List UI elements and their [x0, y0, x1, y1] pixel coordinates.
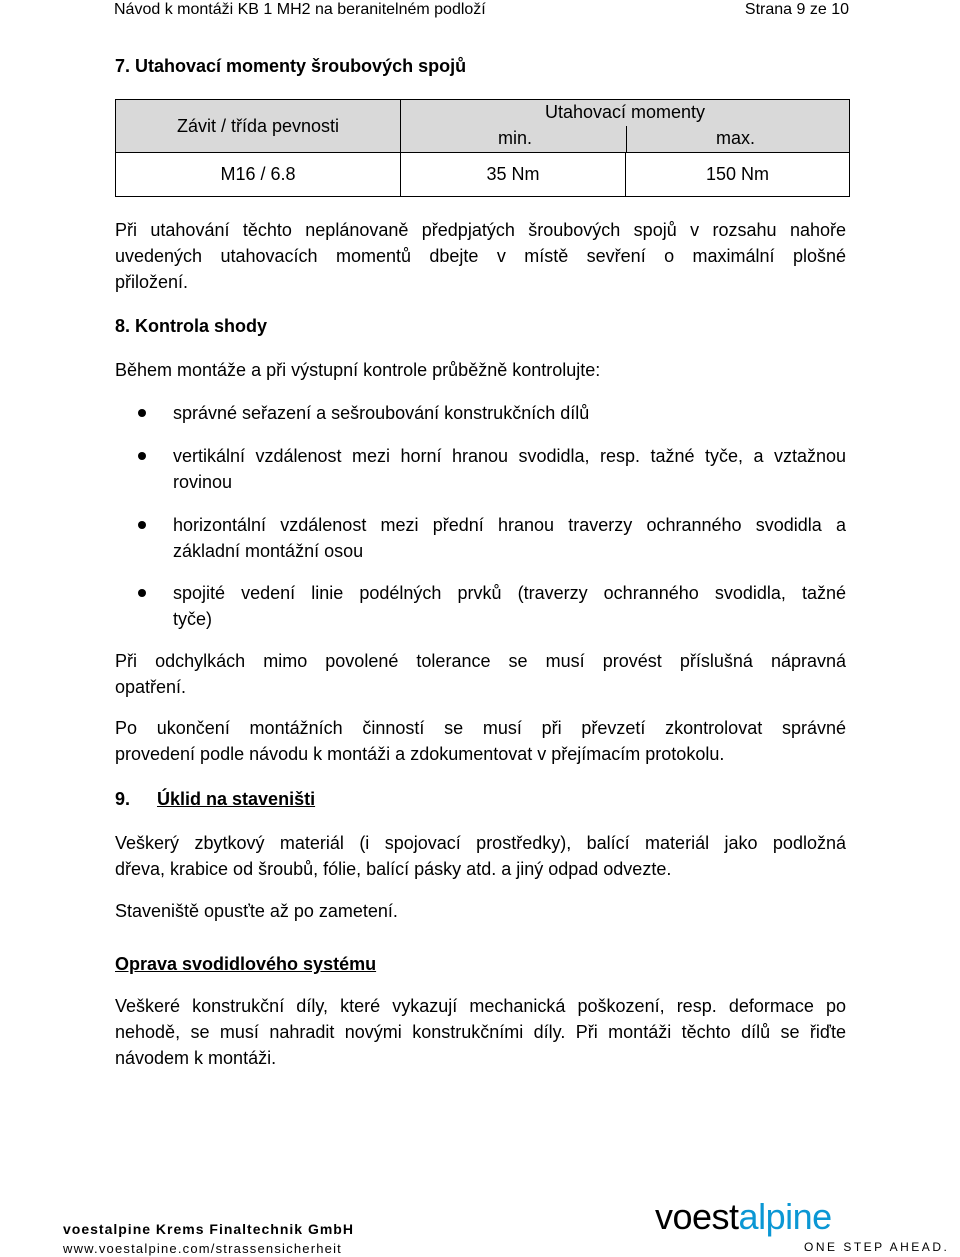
list-item	[173, 580, 846, 632]
table-header-thread	[115, 99, 401, 153]
paragraph-line: Veškerý zbytkový materiál (i spojovací prostředky), balící materiál jako podložná	[115, 833, 846, 853]
logo-voest: voest	[655, 1196, 739, 1237]
section-7-paragraph	[115, 217, 846, 295]
paragraph-line: Při odchylkách mimo povolené tolerance se musí provést příslušná nápravná	[115, 651, 846, 671]
paragraph-line: uvedených utahovacích momentů dbejte v místě sevření o maximální plošné	[115, 246, 846, 266]
paragraph-line: Veškeré konstrukční díly, které vykazují mechanická poškození, resp. deformace po	[115, 996, 846, 1016]
bullet-icon	[138, 409, 146, 417]
section-7-heading: 7. Utahovací momenty šroubových spojů	[115, 56, 467, 76]
list-item-line: tyče)	[173, 609, 213, 629]
section-9-number: 9.	[115, 789, 131, 809]
max-label: max.	[715, 128, 755, 148]
section-9-heading	[115, 789, 315, 810]
footer-company: voestalpine Krems Finaltechnik GmbH	[63, 1221, 354, 1237]
paragraph-line: opatření.	[115, 677, 187, 697]
column-divider	[626, 126, 627, 153]
repair-paragraph	[115, 993, 846, 1071]
table-cell-max: 150 Nm	[625, 152, 850, 197]
list-item-line: horizontální vzdálenost mezi přední hranou traverzy ochranného svodidla a	[173, 515, 846, 535]
section-9-paragraph-1	[115, 830, 846, 882]
logo-alpine: alpine	[738, 1196, 832, 1237]
paragraph-line: Po ukončení montážních činností se musí při převzetí zkontrolovat správné	[115, 718, 846, 738]
list-item	[173, 443, 846, 495]
footer-url: www.voestalpine.com/strassensicherheit	[63, 1241, 342, 1256]
section-8-paragraph-2	[115, 715, 846, 767]
thread-class-label: Závit / třída pevnosti	[176, 115, 340, 136]
paragraph-line: návodem k montáži.	[115, 1048, 277, 1068]
table-header-torque	[400, 99, 850, 153]
section-9-paragraph-2: Staveniště opusťte až po zametení.	[115, 901, 398, 921]
paragraph-line: provedení podle návodu k montáži a zdokumentovat v přejímacím protokolu.	[115, 744, 725, 764]
paragraph-line: Při utahování těchto neplánovaně předpjatých šroubových spojů v rozsahu nahoře	[115, 220, 846, 240]
list-item-line: vertikální vzdálenost mezi horní hranou svodidla, resp. tažné tyče, a vztažnou	[173, 446, 846, 466]
torque-table	[115, 99, 850, 197]
bullet-icon	[138, 589, 146, 597]
list-item-line: základní montážní osou	[173, 541, 364, 561]
bullet-icon	[138, 452, 146, 460]
logo-tagline: ONE STEP AHEAD.	[804, 1240, 950, 1254]
torque-label: Utahovací momenty	[544, 102, 706, 122]
bullet-icon	[138, 521, 146, 529]
list-item-line: správné seřazení a sešroubování konstrukčních dílů	[173, 403, 590, 423]
table-cell-min: 35 Nm	[400, 152, 626, 197]
list-item-line: spojité vedení linie podélných prvků (traverzy ochranného svodidla, tažné	[173, 583, 846, 603]
section-8-paragraph-1	[115, 648, 846, 700]
section-8-heading: 8. Kontrola shody	[115, 316, 268, 336]
paragraph-line: přiložení.	[115, 272, 189, 292]
section-9-title: Úklid na staveništi	[157, 789, 316, 809]
section-8-intro: Během montáže a při výstupní kontrole průběžně kontrolujte:	[115, 360, 601, 380]
page-number: Strana 9 ze 10	[744, 1, 849, 18]
document-header-title: Návod k montáži KB 1 MH2 na beranitelném podloží	[114, 1, 486, 18]
voestalpine-logo	[655, 1197, 875, 1237]
paragraph-line: dřeva, krabice od šroubů, fólie, balící pásky atd. a jiný odpad odvezte.	[115, 859, 672, 879]
repair-heading: Oprava svodidlového systému	[115, 954, 377, 974]
list-item-line: rovinou	[173, 472, 233, 492]
list-item	[173, 512, 846, 564]
list-item	[173, 400, 846, 426]
table-cell-thread: M16 / 6.8	[115, 152, 401, 197]
paragraph-line: nehodě, se musí nahradit novými konstrukčními díly. Při montáži těchto dílů se řiďte	[115, 1022, 846, 1042]
min-label: min.	[498, 128, 533, 148]
